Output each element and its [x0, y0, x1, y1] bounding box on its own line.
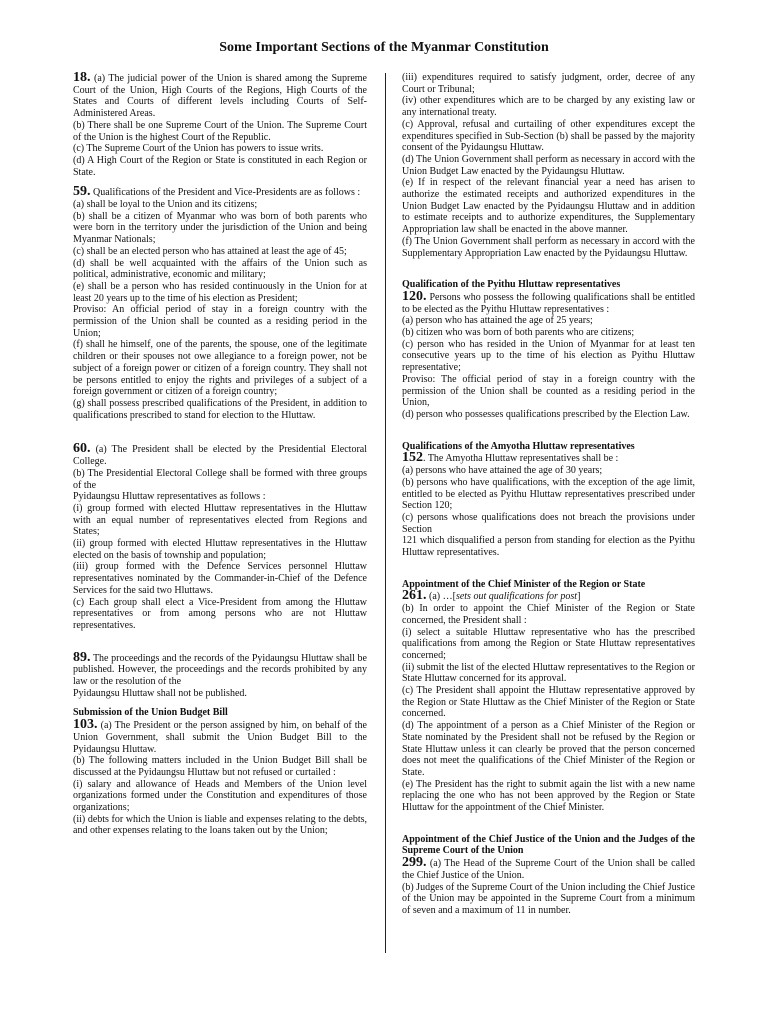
section-59-para-1 [73, 186, 367, 199]
section-103-line-4: (ii) debts for which the Union is liable and expenses relating to the debts, and other expenses relating to the loans taken out by the Union; [73, 813, 367, 837]
right-column [402, 72, 695, 925]
section-120-heading: Qualification of the Pyithu Hluttaw representatives [402, 279, 621, 291]
section-103-heading: Submission of the Union Budget Bill [73, 707, 228, 719]
section-89-line-1: The proceedings and the records of the Pyidaungsu Hluttaw shall be published. However, the proceedings and the records prohibited by any law or the resolution of the [73, 652, 367, 688]
section-261-line-4: (c) The President shall appoint the Hluttaw representative approved by the Region or State Hluttaw as the Chief Minister of the Region or State concerned. [402, 685, 695, 720]
section-103-cont-line-2: (iv) other expenditures which are to be charged by any existing law or any international treaty. [402, 95, 695, 119]
section-120-line-1: Persons who possess the following qualifications shall be entitled to be elected as the Pyithu Hluttaw representatives : [402, 291, 696, 315]
left-column [73, 72, 367, 845]
section-103 [73, 707, 367, 837]
section-103-cont-line-3: (c) Approval, refusal and curtailing of other expenditures except the expenditures specified in Sub-Section (b) shall be passed by the majority consent of the Pyidaungsu Hluttaw. [402, 118, 695, 154]
section-152-line-1: . The Amyotha Hluttaw representatives shall be : [423, 453, 619, 465]
column-divider [385, 73, 386, 953]
section-261-number: 261. [402, 588, 427, 604]
section-261-para-1 [402, 590, 695, 603]
section-60-line-1: (a) The President shall be elected by the Presidential Electoral College. [73, 444, 368, 468]
document-title: Some Important Sections of the Myanmar Constitution [219, 40, 549, 55]
section-299-number: 299. [402, 855, 427, 871]
section-60-line-6: (iii) group formed with the Defence Services personnel Hluttaw representatives nominated by the Commander-in-Chief of the Defence Services for the said two Hluttaws. [73, 561, 367, 596]
section-18-number: 18. [73, 70, 91, 85]
section-299-heading: Appointment of the Chief Justice of the Union and the Judges of the Supreme Court of the Union [402, 833, 695, 857]
section-261-suffix: ] [577, 591, 581, 603]
section-103-line-3: (i) salary and allowance of Heads and Members of the Union level organizations formed under the Constitution and expenditures of those organizations; [73, 778, 367, 814]
section-89-para-1 [73, 649, 367, 688]
section-89 [73, 649, 367, 700]
section-18 [73, 72, 367, 178]
section-299-line-1: (a) The Head of the Supreme Court of the Union shall be called the Chief Justice of the Union. [402, 858, 696, 881]
section-120-line-4: (c) person who has resided in the Union of Myanmar for at least ten consecutive years up to the time of his election as Pyithu Hluttaw representative; [402, 338, 695, 374]
section-59-line-7: Proviso: An official period of stay in a foreign country with the permission of the Union shall be counted as a residing period in the Union; [73, 304, 367, 339]
section-120-line-3: (b) citizen who was born of both parents who are citizens; [402, 327, 635, 339]
section-299-line-2: (b) Judges of the Supreme Court of the Union including the Chief Justice of the Union may be appointed in the Supreme Court from a minimum of seven and a maximum of 11 in number. [402, 881, 695, 916]
section-261-heading: Appointment of the Chief Minister of the Region or State [402, 578, 646, 590]
section-89-number: 89. [73, 649, 91, 665]
section-60-line-3: Pyidaungsu Hluttaw representatives as follows : [73, 491, 266, 503]
section-103-para-1 [73, 719, 367, 755]
section-261 [402, 579, 695, 814]
section-261-line-2: (i) select a suitable Hluttaw representative who has the prescribed qualifications from among the Region or State Hluttaw representatives concerned; [402, 626, 695, 661]
section-152 [402, 441, 695, 559]
section-152-line-3: (b) persons who have qualifications, with the exception of the age limit, entitled to be elected as Pyithu Hluttaw representatives prescribed under Section 120; [402, 476, 695, 512]
section-103-cont-line-1: (iii) expenditures required to satisfy judgment, order, decree of any Court or Tribunal; [402, 72, 695, 95]
section-60-line-7: (c) Each group shall elect a Vice-President from among the Hluttaw representatives or from among persons who are not Hluttaw representatives. [73, 596, 367, 631]
section-152-para-1 [402, 452, 695, 465]
section-120-line-2: (a) person who has attained the age of 25 years; [402, 315, 593, 327]
section-103-continued [402, 72, 695, 259]
section-120-line-6: (d) person who possesses qualifications prescribed by the Election Law. [402, 408, 690, 420]
section-152-line-4: (c) persons whose qualifications does not breach the provisions under Section [402, 511, 695, 535]
section-261-line-6: (e) The President has the right to submit again the list with a new name replacing the one who has not been approved by the Region or State Hluttaw for the appointment of the Chief Minister. [402, 778, 695, 814]
section-299 [402, 834, 695, 917]
section-89-line-2: Pyidaungsu Hluttaw shall not be published. [73, 687, 247, 699]
section-103-line-2: (b) The following matters included in the Union Budget Bill shall be discussed at the Pyidaungsu Hluttaw but not refused or curtailed : [73, 755, 367, 778]
section-103-cont-line-6: (f) The Union Government shall perform as necessary in accord with the Supplementary Appropriation Law enacted by the Pyidaungsu Hluttaw. [402, 235, 695, 259]
section-103-cont-line-5: (e) If in respect of the relevant financial year a need has arisen to authorize the estimated receipts and authorized expenditures in the Union Budget Law enacted by the Pyidaungsu Hluttaw and in addition to estimate receipts and to authorize expenditures, the Supplementary Appropriation law shall be enacted in the above manner. [402, 177, 695, 236]
section-59-line-2: (a) shall be loyal to the Union and its citizens; [73, 199, 258, 211]
section-59-line-4: (c) shall be an elected person who has attained at least the age of 45; [73, 245, 347, 257]
section-59 [73, 186, 367, 421]
section-18-para-1 [73, 72, 367, 120]
section-261-line-5: (d) The appointment of a person as a Chief Minister of the Region or State nominated by the President shall not be refused by the Region or State Hluttaw unless it can clearly be proved that the person concerned does not meet the qualifications of the Chief Minister of the Region or State. [402, 720, 695, 778]
section-120-line-5: Proviso: The official period of stay in a foreign country with the permission of the Union shall be counted as a residing period in the Union, [402, 373, 695, 409]
section-152-number: 152 [402, 450, 423, 466]
section-59-line-1: Qualifications of the President and Vice-Presidents are as follows : [93, 187, 361, 199]
section-59-line-8: (f) shall he himself, one of the parents, the spouse, one of the legitimate children or their spouses not owe allegiance to a foreign power, not be subject of a foreign power or citizen of a foreign country. They shall not be persons entitled to enjoy the rights and privileges of a subject of a foreign government or citizen of a foreign country; [73, 339, 367, 398]
section-261-prefix: (a) …[ [429, 591, 456, 603]
section-120-number: 120. [402, 288, 427, 304]
section-18-line-4: (d) A High Court of the Region or State is constituted in each Region or State. [73, 154, 367, 178]
section-59-line-5: (d) shall be well acquainted with the affairs of the Union such as political, administrative, economic and military; [73, 257, 367, 281]
section-261-italic-note: sets out qualifications for post [455, 591, 578, 603]
section-60 [73, 443, 367, 631]
section-261-line-3: (ii) submit the list of the elected Hluttaw representatives to the Region or State Hluttaw concerned for its approval. [402, 661, 695, 685]
section-60-para-1 [73, 443, 367, 467]
section-18-line-1: (a) The judicial power of the Union is shared among the Supreme Court of the Union, High Courts of the Regions, High Courts of the States and Courts of different levels including Courts of Self-Administered Areas. [73, 73, 367, 120]
section-59-line-9: (g) shall possess prescribed qualifications of the President, in addition to qualifications prescribed to stand for election to the Hluttaw. [73, 397, 367, 421]
section-152-line-5: 121 which disqualified a person from standing for election as the Pyithu Hluttaw representatives. [402, 535, 695, 559]
section-261-line-1: (b) In order to appoint the Chief Minister of the Region or State concerned, the President shall : [402, 603, 695, 626]
section-60-line-5: (ii) group formed with elected Hluttaw representatives in the Hluttaw elected on the basis of township and population; [73, 538, 367, 561]
section-120-para-1 [402, 288, 696, 315]
section-60-line-4: (i) group formed with elected Hluttaw representatives in the Hluttaw with an equal number of representatives elected from Regions and States; [73, 502, 367, 538]
section-152-heading: Qualifications of the Amyotha Hluttaw representatives [402, 440, 635, 452]
section-103-number: 103. [73, 717, 98, 733]
section-103-cont-line-4: (d) The Union Government shall perform as necessary in accord with the Union Budget Law enacted by the Pyidaungsu Hluttaw. [402, 153, 695, 177]
section-152-line-2: (a) persons who have attained the age of 30 years; [402, 465, 603, 477]
section-299-para-1 [402, 857, 695, 881]
section-60-line-2: (b) The Presidential Electoral College shall be formed with three groups of the [73, 467, 367, 491]
section-59-line-6: (e) shall be a person who has resided continuously in the Union for at least 20 years up to the time of his election as President; [73, 280, 367, 304]
section-60-number: 60. [73, 441, 91, 457]
section-59-number: 59. [73, 184, 91, 200]
section-18-line-2: (b) There shall be one Supreme Court of the Union. The Supreme Court of the Union is the highest Court of the Republic. [73, 119, 367, 143]
section-120 [402, 279, 695, 420]
section-103-line-1: (a) The President or the person assigned by him, on behalf of the Union Government, shall submit the Union Budget Bill to the Pyidaungsu Hluttaw. [73, 720, 367, 755]
section-59-line-3: (b) shall be a citizen of Myanmar who was born of both parents who were born in the territory under the jurisdiction of the Union and being Myanmar Nationals; [73, 210, 367, 246]
section-18-line-3: (c) The Supreme Court of the Union has powers to issue writs. [73, 143, 324, 155]
